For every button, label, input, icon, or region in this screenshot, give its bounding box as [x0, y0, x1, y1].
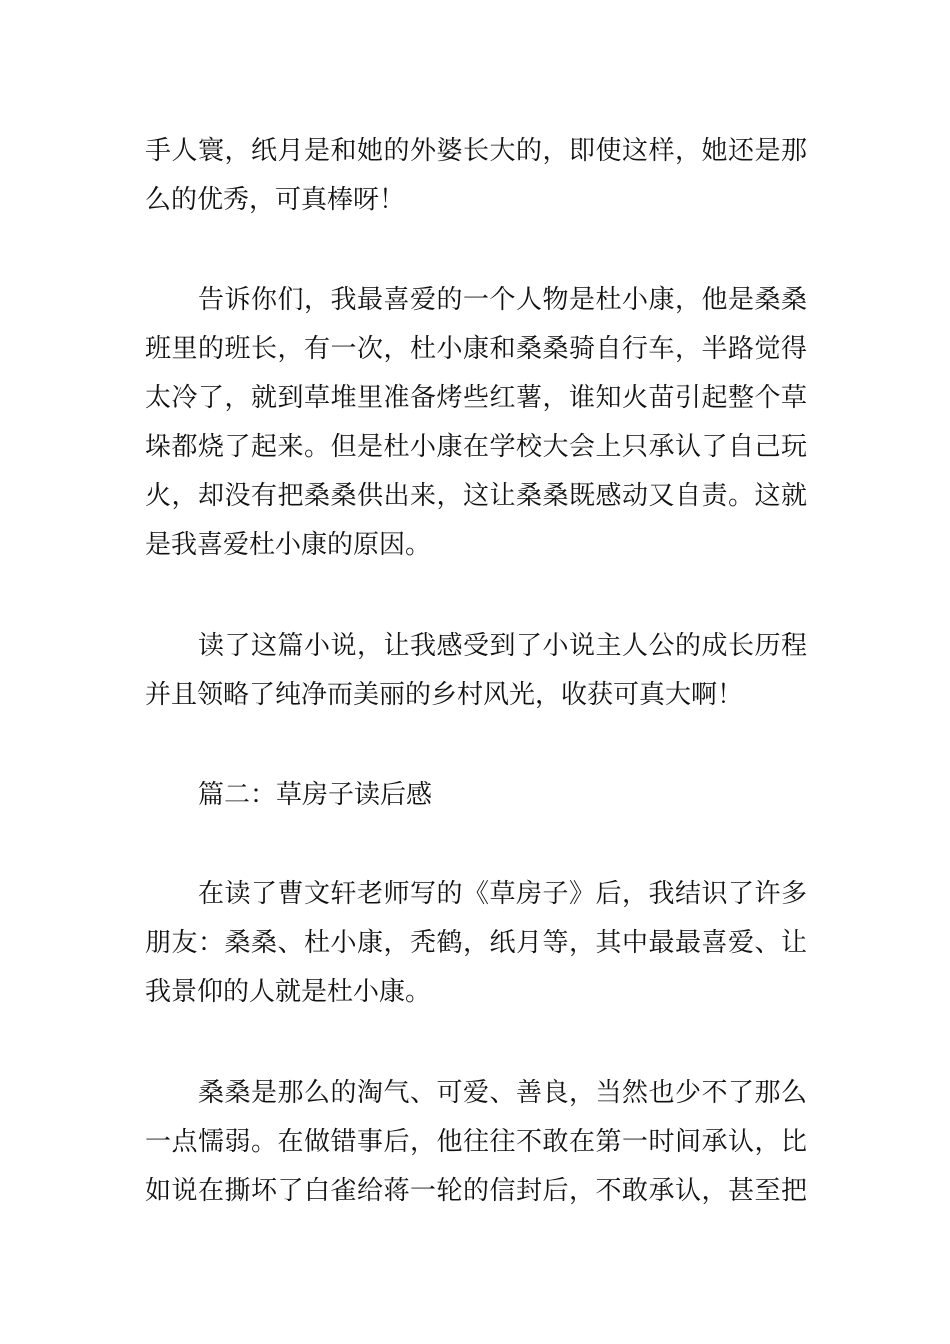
paragraph-line: 是我喜爱杜小康的原因。	[145, 530, 432, 560]
paragraph-line: 火，却没有把桑桑供出来，这让桑桑既感动又自责。这就	[145, 481, 807, 511]
paragraph-line: 一点懦弱。在做错事后，他往往不敢在第一时间承认，比	[145, 1127, 807, 1157]
paragraph-line: 么的优秀，可真棒呀！	[145, 185, 406, 215]
paragraph-line: 垛都烧了起来。但是杜小康在学校大会上只承认了自己玩	[145, 432, 807, 462]
paragraph-line: 太冷了，就到草堆里准备烤些红薯，谁知火苗引起整个草	[145, 383, 807, 413]
paragraph-line: 并且领略了纯净而美丽的乡村风光，收获可真大啊！	[145, 680, 744, 710]
paragraph-line: 手人寰，纸月是和她的外婆长大的，即使这样，她还是那	[145, 136, 807, 166]
paragraph-line: 如说在撕坏了白雀给蒋一轮的信封后，不敢承认，甚至把	[145, 1176, 807, 1206]
paragraph-intro	[145, 870, 807, 1017]
paragraph-favorite-character	[145, 276, 807, 570]
paragraph-summary	[145, 622, 807, 720]
section-heading	[145, 771, 807, 820]
paragraph-line: 读了这篇小说，让我感受到了小说主人公的成长历程	[198, 631, 807, 661]
section-heading-text: 篇二：草房子读后感	[198, 780, 433, 810]
paragraph-line: 班里的班长，有一次，杜小康和桑桑骑自行车，半路觉得	[145, 334, 807, 364]
paragraph-line: 朋友：桑桑、杜小康，秃鹤，纸月等，其中最最喜爱、让	[145, 928, 807, 958]
paragraph-line: 我景仰的人就是杜小康。	[145, 977, 432, 1007]
paragraph-line: 在读了曹文轩老师写的《草房子》后，我结识了许多	[198, 879, 807, 909]
paragraph-line: 告诉你们，我最喜爱的一个人物是杜小康，他是桑桑	[198, 285, 807, 315]
paragraph-line: 桑桑是那么的淘气、可爱、善良，当然也少不了那么	[198, 1078, 807, 1108]
paragraph-continuation	[145, 127, 807, 225]
paragraph-sangsang	[145, 1069, 807, 1216]
